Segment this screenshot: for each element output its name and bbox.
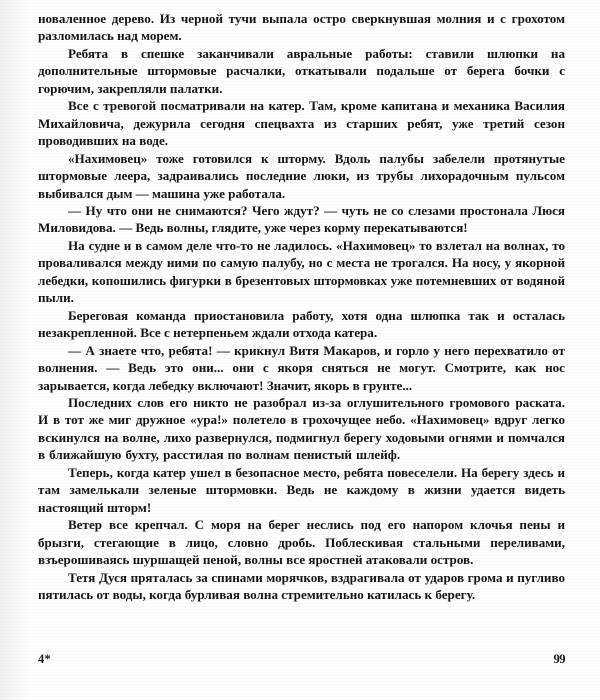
- paragraph: — А знаете что, ребята! — крикнул Витя Макаров, и горло у него перехватило от волнения. — Ведь это они... они с якоря сняться не могут. Смотрите, как нос зарывается, когда лебедку включают! Значит, якорь в грунте...: [38, 342, 565, 393]
- paragraph: Все с тревогой посматривали на катер. Там, кроме капитана и механика Василия Михайловича, дежурила сегодня спецвахта из старших ребят, уже третий сезон проводивших на воде.: [38, 98, 565, 149]
- paragraph: «Нахимовец» тоже готовился к шторму. Вдоль палубы забелели протянутые штормовые леера, задраивались последние люки, из трубы лихорадочным пульсом выбивался дым — машина уже работала.: [38, 150, 565, 201]
- paragraph: новаленное дерево. Из черной тучи выпала остро сверкнувшая молния и с грохотом разломилась над морем.: [38, 11, 565, 44]
- paragraph: Тетя Дуся пряталась за спинами морячков, вздрагивала от ударов грома и пугливо пятилась от воды, когда бурливая волна стремительно катилась к берегу.: [38, 569, 565, 602]
- signature-mark: 4*: [38, 652, 51, 666]
- paragraph: Береговая команда приостановила работу, хотя одна шлюпка так и осталась незакрепленной. Все с нетерпеньем ждали отхода катера.: [38, 307, 565, 341]
- paragraph: — Ну что они не снимаются? Чего ждут? — чуть не со слезами простонала Люся Миловидова. — Ведь волны, глядите, уже через корму перекатываются!: [38, 202, 565, 236]
- paragraph: На судне и в самом деле что-то не ладилось. «Нахимовец» то взлетал на волнах, то проваливался между ними по самую палубу, но с места не трогался. На носу, у якорной лебедки, копошились фигурки в брезентовых штормовках уже потемневших от водяной пыли.: [38, 237, 565, 306]
- page-text-column: [38, 10, 565, 603]
- paragraph: Ветер все крепчал. С моря на берег неслись под его напором клочья пены и брызги, стегающие в лицо, словно дробь. Поблескивая стальными переливами, взъерошиваясь шуршащей пеной, волны все яростней атаковали остров.: [38, 517, 565, 568]
- page-footer: [38, 652, 565, 674]
- page-number: 99: [553, 652, 565, 666]
- paragraph: Ребята в спешке заканчивали авральные работы: ставили шлюпки на дополнительные штормовые расчалки, откатывали подальше от берега бочки с горючим, закрепляли палатки.: [38, 45, 565, 96]
- scan-gutter-shading: [0, 0, 30, 700]
- paragraph: Теперь, когда катер ушел в безопасное место, ребята повеселели. На берегу здесь и там замелькали зеленые штормовки. Ведь не каждому в жизни удается видеть настоящий шторм!: [38, 464, 565, 515]
- paragraph: Последних слов его никто не разобрал из-за оглушительного громового раската. И в тот же миг дружное «ура!» полетело в грохочущее небо. «Нахимовец» вдруг легко вскинулся на волне, лихо развернулся, подмигнул берегу ходовыми огнями и помчался в ближайшую бухту, расстилая по волнам пенистый шлейф.: [38, 394, 565, 463]
